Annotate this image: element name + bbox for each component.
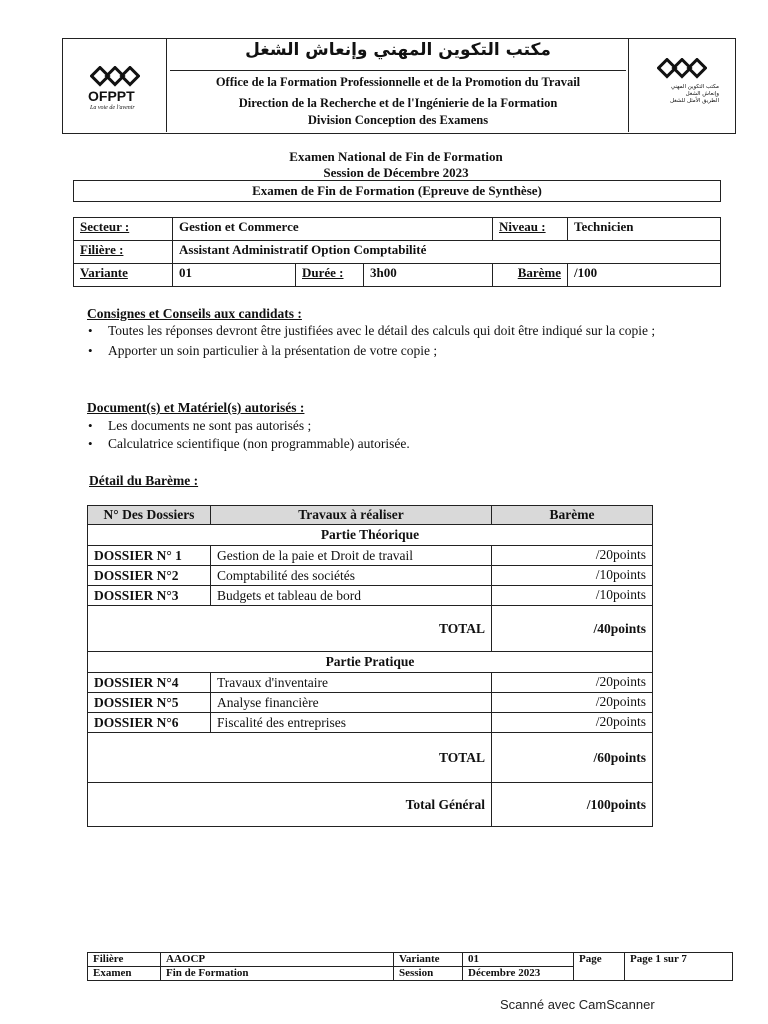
table-row [88, 566, 653, 586]
dossier-num: DOSSIER N° 1 [88, 546, 211, 566]
header-bareme: Barème [492, 506, 653, 525]
dossier-travaux: Travaux d'inventaire [211, 673, 492, 693]
dossier-num: DOSSIER N°4 [88, 673, 211, 693]
bareme-detail-title: Détail du Barème : [89, 473, 199, 488]
secteur-label: Secteur : [74, 218, 173, 241]
footer-page-label: Page [574, 953, 625, 981]
table-row [88, 586, 653, 606]
scanner-watermark: Scanné avec CamScanner [500, 997, 655, 1012]
filiere-label: Filière : [74, 241, 173, 264]
bareme-label: Barème [493, 264, 568, 287]
logo-right-arabic-1: مكتب التكوين المهني [670, 84, 719, 90]
header-divider [170, 70, 626, 71]
dossier-points: /10points [492, 586, 653, 606]
footer-filiere-value: AAOCP [161, 953, 394, 967]
total-pratique-value: /60points [492, 733, 653, 783]
dossier-num: DOSSIER N°3 [88, 586, 211, 606]
logo-right-arabic-2: وإنعاش الشغل [685, 91, 719, 97]
footer-variante-label: Variante [394, 953, 463, 967]
dossier-points: /10points [492, 566, 653, 586]
dossier-points: /20points [492, 546, 653, 566]
dossier-num: DOSSIER N°2 [88, 566, 211, 586]
documents-title: Document(s) et Matériel(s) autorisés : [87, 400, 305, 415]
arabic-title: مكتب التكوين المهني وإنعاش الشغل [245, 40, 551, 60]
duree-label: Durée : [296, 264, 364, 287]
total-theorique-row [88, 606, 653, 652]
logo-right-arabic-3: الطريق الأمثل للشغل [669, 98, 719, 104]
logo-right [628, 38, 735, 132]
dossier-travaux: Fiscalité des entreprises [211, 713, 492, 733]
ofppt-logo-icon [90, 66, 140, 88]
dossier-points: /20points [492, 713, 653, 733]
dossier-travaux: Budgets et tableau de bord [211, 586, 492, 606]
duree-value: 3h00 [364, 264, 493, 287]
dossier-points: /20points [492, 673, 653, 693]
dossier-travaux: Comptabilité des sociétés [211, 566, 492, 586]
total-theorique-label: TOTAL [88, 606, 492, 652]
list-item: • Toutes les réponses devront être justifiées avec le détail des calculs qui doit être indiqué sur la copie ; [84, 322, 720, 340]
secteur-value: Gestion et Commerce [173, 218, 493, 241]
footer-session-label: Session [394, 967, 463, 981]
header-division: Division Conception des Examens [307, 113, 489, 127]
niveau-label: Niveau : [493, 218, 568, 241]
logo-left [62, 38, 167, 132]
footer-filiere-label: Filière [88, 953, 161, 967]
header-direction: Direction de la Recherche et de l'Ingénierie de la Formation [238, 96, 558, 110]
table-row [88, 546, 653, 566]
consignes-title: Consignes et Conseils aux candidats : [87, 306, 302, 321]
variante-value: 01 [173, 264, 296, 287]
list-item: • Les documents ne sont pas autorisés ; [84, 417, 720, 435]
table-row [88, 673, 653, 693]
total-pratique-row [88, 733, 653, 783]
total-theorique-value: /40points [492, 606, 653, 652]
consignes-list [84, 322, 720, 360]
header-dossiers: N° Des Dossiers [88, 506, 211, 525]
documents-list [84, 417, 720, 453]
total-general-value: /100points [492, 783, 653, 827]
header-office-name: Office de la Formation Professionnelle et de la Promotion du Travail [215, 75, 581, 89]
exam-type: Examen de Fin de Formation (Epreuve de Synthèse) [73, 180, 721, 202]
exam-title: Examen National de Fin de Formation [289, 149, 503, 164]
footer-session-value: Décembre 2023 [463, 967, 574, 981]
niveau-value: Technicien [568, 218, 721, 241]
table-row [88, 693, 653, 713]
dossier-num: DOSSIER N°5 [88, 693, 211, 713]
total-general-label: Total Général [88, 783, 492, 827]
filiere-value: Assistant Administratif Option Comptabilité [173, 241, 721, 264]
total-general-row [88, 783, 653, 827]
dossier-travaux: Analyse financière [211, 693, 492, 713]
ofppt-logo-text: OFPPT [88, 88, 135, 104]
exam-info-table [73, 217, 721, 287]
dossier-points: /20points [492, 693, 653, 713]
dossier-num: DOSSIER N°6 [88, 713, 211, 733]
header-travaux: Travaux à réaliser [211, 506, 492, 525]
footer-examen-value: Fin de Formation [161, 967, 394, 981]
table-row [88, 713, 653, 733]
footer-table [87, 952, 733, 981]
total-pratique-label: TOTAL [88, 733, 492, 783]
list-item: • Calculatrice scientifique (non programmable) autorisée. [84, 435, 720, 453]
bareme-value: /100 [568, 264, 721, 287]
variante-label: Variante [74, 264, 173, 287]
bareme-table [87, 505, 653, 827]
footer-variante-value: 01 [463, 953, 574, 967]
dossier-travaux: Gestion de la paie et Droit de travail [211, 546, 492, 566]
footer-page-value: Page 1 sur 7 [625, 953, 733, 981]
ofppt-logo-icon [657, 58, 707, 80]
partie-theorique: Partie Théorique [88, 525, 653, 546]
list-item: • Apporter un soin particulier à la présentation de votre copie ; [84, 342, 720, 360]
partie-pratique: Partie Pratique [88, 652, 653, 673]
exam-session: Session de Décembre 2023 [323, 165, 469, 180]
footer-examen-label: Examen [88, 967, 161, 981]
ofppt-tagline: La voie de l'avenir [90, 105, 135, 111]
